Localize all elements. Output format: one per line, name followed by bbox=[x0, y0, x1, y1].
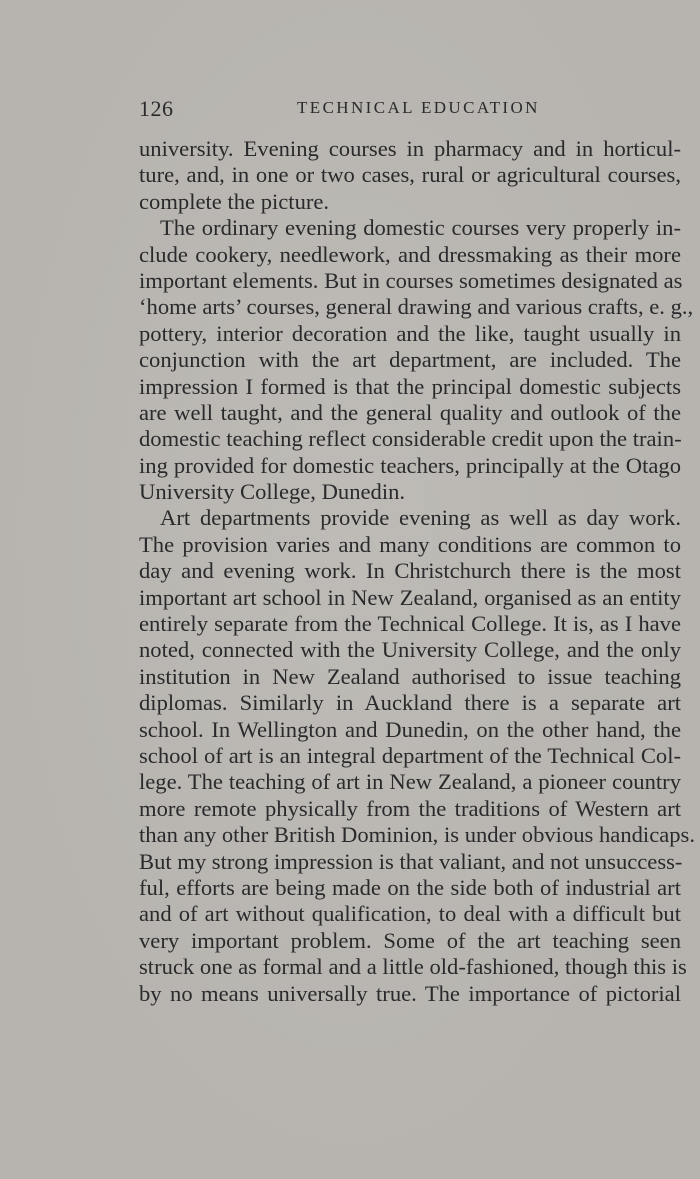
text-line: school of art is an integral department of the Technical Col- bbox=[139, 742, 681, 768]
text-line: important art school in New Zealand, organised as an entity bbox=[139, 584, 681, 610]
text-line: ture, and, in one or two cases, rural or agricultural courses, bbox=[139, 162, 681, 188]
text-line: lege. The teaching of art in New Zealand, a pioneer country bbox=[139, 769, 681, 795]
text-line: The provision varies and many conditions are common to bbox=[139, 531, 681, 557]
text-line: struck one as formal and a little old-fashioned, though this is bbox=[139, 954, 687, 980]
text-line: diplomas. Similarly in Auckland there is a separate art bbox=[139, 690, 681, 716]
text-line: school. In Wellington and Dunedin, on the other hand, the bbox=[139, 716, 681, 742]
text-line: important elements. But in courses sometimes designated as bbox=[139, 267, 683, 293]
text-line: impression I formed is that the principal domestic subjects bbox=[139, 373, 681, 399]
text-line: complete the picture. bbox=[139, 188, 330, 214]
text-line: entirely separate from the Technical College. It is, as I have bbox=[139, 611, 681, 637]
page-number: 126 bbox=[139, 96, 174, 121]
body-text bbox=[139, 136, 695, 1007]
text-line: ing provided for domestic teachers, principally at the Otago bbox=[139, 452, 681, 478]
text-line: more remote physically from the traditions of Western art bbox=[139, 795, 681, 821]
text-line: domestic teaching reflect considerable credit upon the train- bbox=[139, 426, 682, 452]
running-head: TECHNICAL EDUCATION bbox=[297, 98, 540, 117]
text-line: pottery, interior decoration and the like, taught usually in bbox=[139, 320, 681, 346]
text-line: and of art without qualification, to deal with a difficult but bbox=[139, 901, 681, 927]
text-line: university. Evening courses in pharmacy and in horticul- bbox=[139, 136, 681, 161]
text-line: noted, connected with the University College, and the only bbox=[139, 637, 681, 663]
text-line: very important problem. Some of the art teaching seen bbox=[139, 927, 681, 953]
text-line: University College, Dunedin. bbox=[139, 479, 406, 505]
text-line: institution in New Zealand authorised to issue teaching bbox=[139, 663, 681, 689]
text-line: The ordinary evening domestic courses very properly in- bbox=[160, 215, 681, 241]
text-line: by no means universally true. The importance of pictorial bbox=[139, 980, 681, 1006]
text-line: Art departments provide evening as well as day work. bbox=[160, 505, 681, 531]
text-line: But my strong impression is that valiant, and not unsuccess- bbox=[139, 848, 683, 874]
text-line: conjunction with the art department, are included. The bbox=[139, 347, 681, 373]
text-line: are well taught, and the general quality and outlook of the bbox=[139, 399, 681, 425]
text-line: clude cookery, needlework, and dressmaking as their more bbox=[139, 241, 681, 267]
text-line: ‘home arts’ courses, general drawing and various crafts, e. g., bbox=[139, 294, 694, 320]
text-line: than any other British Dominion, is under obvious handicaps. bbox=[139, 822, 695, 848]
text-line: day and evening work. In Christchurch there is the most bbox=[139, 558, 681, 584]
text-line: ful, efforts are being made on the side both of industrial art bbox=[139, 874, 681, 900]
page-header bbox=[139, 96, 681, 126]
